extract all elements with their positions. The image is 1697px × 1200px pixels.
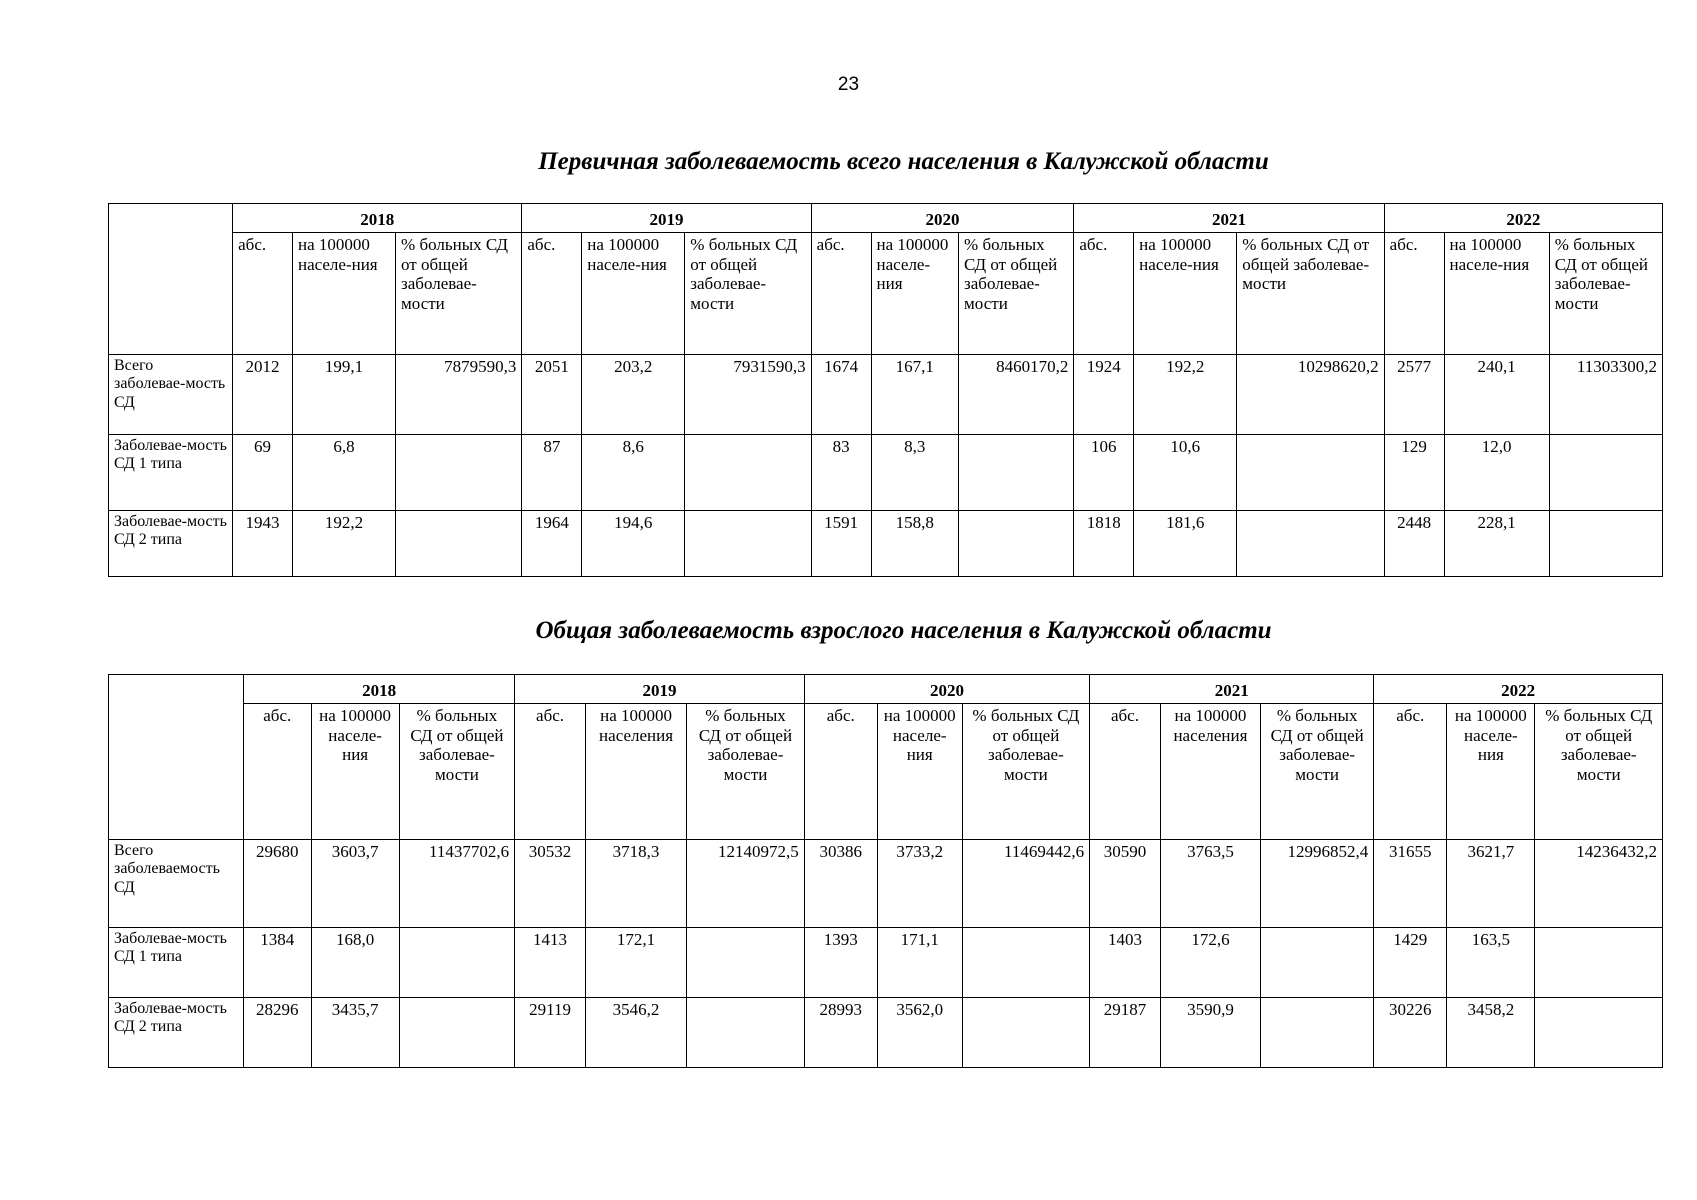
cell-per-100000: 12,0 xyxy=(1444,435,1549,511)
cell-per-100000: 199,1 xyxy=(292,355,395,435)
cell-percent xyxy=(687,928,805,998)
cell-per-100000: 192,2 xyxy=(292,511,395,577)
cell-per-100000: 192,2 xyxy=(1134,355,1237,435)
row-label: Заболевае-мость СД 2 типа xyxy=(109,998,244,1068)
column-header-per-100000: на 100000 населе-ния xyxy=(582,233,685,355)
column-header-abs: абс. xyxy=(244,704,312,840)
cell-abs: 1674 xyxy=(811,355,871,435)
table-title-primary-incidence: Первичная заболеваемость всего населения в Калужской области xyxy=(538,148,1269,175)
cell-abs: 2448 xyxy=(1384,511,1444,577)
cell-abs: 1818 xyxy=(1074,511,1134,577)
cell-percent: 12996852,4 xyxy=(1261,840,1374,928)
cell-per-100000: 158,8 xyxy=(871,511,959,577)
column-header-percent: % больных СД от общей заболевае-мости xyxy=(1261,704,1374,840)
table-row xyxy=(109,840,1663,928)
cell-abs: 28993 xyxy=(804,998,877,1068)
cell-percent: 14236432,2 xyxy=(1535,840,1663,928)
cell-per-100000: 3603,7 xyxy=(311,840,399,928)
cell-percent xyxy=(685,435,811,511)
cell-per-100000: 8,3 xyxy=(871,435,959,511)
column-header-percent: % больных СД от общей заболевае-мости xyxy=(687,704,805,840)
column-header-percent: % больных СД от общей заболевае-мости xyxy=(396,233,522,355)
year-header-row xyxy=(109,204,1663,233)
cell-percent xyxy=(1535,998,1663,1068)
cell-percent xyxy=(396,511,522,577)
cell-abs: 1413 xyxy=(515,928,586,998)
cell-per-100000: 3718,3 xyxy=(585,840,686,928)
column-header-abs: абс. xyxy=(1074,233,1134,355)
cell-abs: 2012 xyxy=(233,355,293,435)
cell-abs: 83 xyxy=(811,435,871,511)
cell-abs: 30590 xyxy=(1090,840,1161,928)
cell-per-100000: 172,6 xyxy=(1160,928,1260,998)
year-header: 2022 xyxy=(1384,204,1662,233)
cell-abs: 30226 xyxy=(1374,998,1447,1068)
cell-percent xyxy=(687,998,805,1068)
year-header: 2018 xyxy=(233,204,522,233)
cell-per-100000: 3763,5 xyxy=(1160,840,1260,928)
column-header-per-100000: на 100000 населе-ния xyxy=(1444,233,1549,355)
column-header-per-100000: на 100000 населения xyxy=(1160,704,1260,840)
cell-percent xyxy=(1549,435,1662,511)
column-header-per-100000: на 100000 населе-ния xyxy=(1447,704,1535,840)
cell-percent xyxy=(685,511,811,577)
cell-percent: 7879590,3 xyxy=(396,355,522,435)
year-header-row xyxy=(109,675,1663,704)
cell-per-100000: 3546,2 xyxy=(585,998,686,1068)
year-header: 2018 xyxy=(244,675,515,704)
cell-abs: 106 xyxy=(1074,435,1134,511)
cell-percent xyxy=(399,998,514,1068)
column-header-percent: % больных СД от общей заболевае-мости xyxy=(685,233,811,355)
cell-percent: 12140972,5 xyxy=(687,840,805,928)
year-header: 2019 xyxy=(515,675,805,704)
year-header: 2019 xyxy=(522,204,811,233)
year-header: 2021 xyxy=(1074,204,1384,233)
column-header-percent: % больных СД от общей заболевае-мости xyxy=(962,704,1089,840)
column-header-abs: абс. xyxy=(804,704,877,840)
cell-abs: 1384 xyxy=(244,928,312,998)
cell-abs: 2051 xyxy=(522,355,582,435)
cell-abs: 30386 xyxy=(804,840,877,928)
cell-percent xyxy=(1237,435,1384,511)
column-header-abs: абс. xyxy=(522,233,582,355)
table-title-adult-incidence: Общая заболеваемость взрослого населения в Калужской области xyxy=(535,617,1272,644)
column-header-per-100000: на 100000 населе-ния xyxy=(292,233,395,355)
cell-percent xyxy=(399,928,514,998)
cell-abs: 29680 xyxy=(244,840,312,928)
cell-abs: 2577 xyxy=(1384,355,1444,435)
cell-percent xyxy=(1261,928,1374,998)
primary-incidence-table xyxy=(108,203,1663,577)
cell-per-100000: 181,6 xyxy=(1134,511,1237,577)
column-header-row xyxy=(109,704,1663,840)
cell-per-100000: 203,2 xyxy=(582,355,685,435)
year-header: 2020 xyxy=(804,675,1089,704)
cell-abs: 1403 xyxy=(1090,928,1161,998)
cell-per-100000: 172,1 xyxy=(585,928,686,998)
cell-abs: 1429 xyxy=(1374,928,1447,998)
cell-percent xyxy=(1535,928,1663,998)
cell-percent xyxy=(1237,511,1384,577)
cell-abs: 1924 xyxy=(1074,355,1134,435)
cell-per-100000: 6,8 xyxy=(292,435,395,511)
column-header-abs: абс. xyxy=(1090,704,1161,840)
year-header: 2020 xyxy=(811,204,1074,233)
cell-abs: 1964 xyxy=(522,511,582,577)
cell-abs: 69 xyxy=(233,435,293,511)
cell-percent: 10298620,2 xyxy=(1237,355,1384,435)
cell-abs: 1591 xyxy=(811,511,871,577)
cell-per-100000: 3733,2 xyxy=(877,840,962,928)
cell-per-100000: 194,6 xyxy=(582,511,685,577)
cell-percent xyxy=(1261,998,1374,1068)
cell-percent: 8460170,2 xyxy=(959,355,1074,435)
cell-percent: 11437702,6 xyxy=(399,840,514,928)
cell-per-100000: 228,1 xyxy=(1444,511,1549,577)
column-header-abs: абс. xyxy=(1374,704,1447,840)
cell-abs: 1393 xyxy=(804,928,877,998)
adult-incidence-table xyxy=(108,674,1663,1068)
cell-abs: 129 xyxy=(1384,435,1444,511)
row-label: Заболевае-мость СД 2 типа xyxy=(109,511,233,577)
table-row xyxy=(109,928,1663,998)
cell-per-100000: 163,5 xyxy=(1447,928,1535,998)
cell-percent xyxy=(962,928,1089,998)
cell-percent xyxy=(959,511,1074,577)
cell-per-100000: 240,1 xyxy=(1444,355,1549,435)
table-row xyxy=(109,435,1663,511)
table-row xyxy=(109,998,1663,1068)
cell-per-100000: 10,6 xyxy=(1134,435,1237,511)
cell-percent xyxy=(1549,511,1662,577)
table-row xyxy=(109,355,1663,435)
cell-abs: 1943 xyxy=(233,511,293,577)
corner-cell xyxy=(109,675,244,840)
cell-per-100000: 3562,0 xyxy=(877,998,962,1068)
cell-per-100000: 171,1 xyxy=(877,928,962,998)
cell-abs: 29187 xyxy=(1090,998,1161,1068)
cell-per-100000: 3435,7 xyxy=(311,998,399,1068)
year-header: 2021 xyxy=(1090,675,1374,704)
row-label: Всего заболеваемость СД xyxy=(109,840,244,928)
cell-per-100000: 8,6 xyxy=(582,435,685,511)
cell-abs: 29119 xyxy=(515,998,586,1068)
column-header-percent: % больных СД от общей заболевае-мости xyxy=(399,704,514,840)
cell-percent: 7931590,3 xyxy=(685,355,811,435)
cell-per-100000: 3458,2 xyxy=(1447,998,1535,1068)
column-header-row xyxy=(109,233,1663,355)
cell-abs: 87 xyxy=(522,435,582,511)
column-header-percent: % больных СД от общей заболевае-мости xyxy=(1237,233,1384,355)
column-header-abs: абс. xyxy=(515,704,586,840)
cell-abs: 28296 xyxy=(244,998,312,1068)
column-header-percent: % больных СД от общей заболевае-мости xyxy=(1535,704,1663,840)
cell-percent xyxy=(962,998,1089,1068)
column-header-abs: абс. xyxy=(233,233,293,355)
row-label: Заболевае-мость СД 1 типа xyxy=(109,435,233,511)
cell-percent xyxy=(959,435,1074,511)
column-header-per-100000: на 100000 населе-ния xyxy=(311,704,399,840)
cell-per-100000: 168,0 xyxy=(311,928,399,998)
row-label: Всего заболевае-мость СД xyxy=(109,355,233,435)
cell-abs: 31655 xyxy=(1374,840,1447,928)
column-header-abs: абс. xyxy=(1384,233,1444,355)
cell-per-100000: 167,1 xyxy=(871,355,959,435)
page-number: 23 xyxy=(837,74,860,95)
column-header-percent: % больных СД от общей заболевае-мости xyxy=(959,233,1074,355)
column-header-per-100000: на 100000 населе-ния xyxy=(1134,233,1237,355)
cell-abs: 30532 xyxy=(515,840,586,928)
cell-per-100000: 3590,9 xyxy=(1160,998,1260,1068)
year-header: 2022 xyxy=(1374,675,1663,704)
corner-cell xyxy=(109,204,233,355)
cell-percent: 11469442,6 xyxy=(962,840,1089,928)
cell-percent: 11303300,2 xyxy=(1549,355,1662,435)
table-row xyxy=(109,511,1663,577)
cell-percent xyxy=(396,435,522,511)
column-header-abs: абс. xyxy=(811,233,871,355)
column-header-per-100000: на 100000 населе-ния xyxy=(871,233,959,355)
column-header-per-100000: на 100000 населения xyxy=(585,704,686,840)
row-label: Заболевае-мость СД 1 типа xyxy=(109,928,244,998)
column-header-per-100000: на 100000 населе-ния xyxy=(877,704,962,840)
column-header-percent: % больных СД от общей заболевае-мости xyxy=(1549,233,1662,355)
cell-per-100000: 3621,7 xyxy=(1447,840,1535,928)
